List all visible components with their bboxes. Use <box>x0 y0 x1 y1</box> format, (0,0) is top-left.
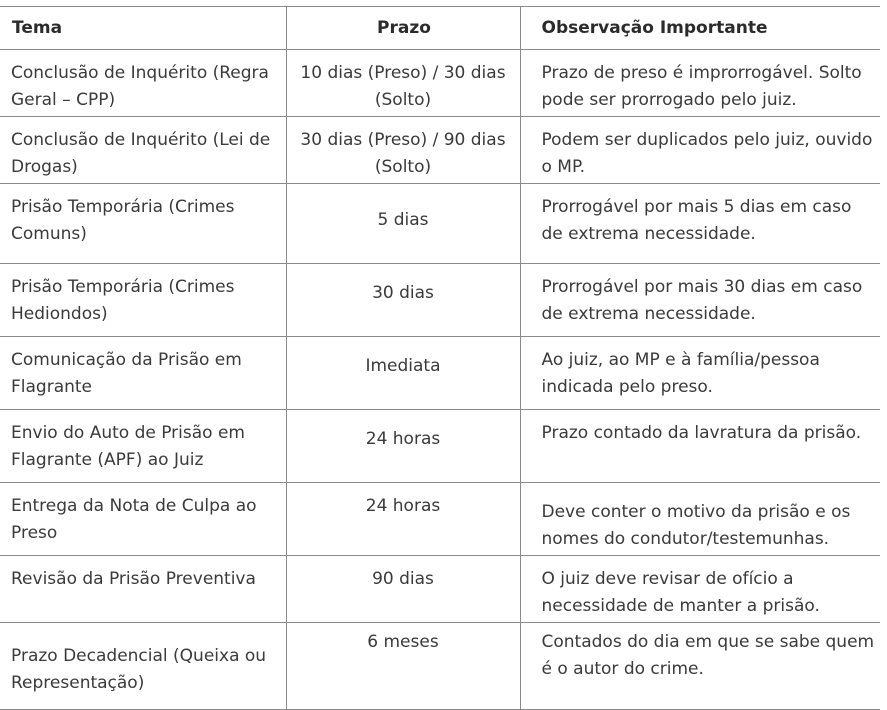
cell-observacao: Deve conter o motivo da prisão e os nomes do condutor/testemunhas. <box>520 483 880 556</box>
table-row <box>0 410 880 483</box>
cell-prazo: 30 dias <box>286 264 520 337</box>
cell-tema: Conclusão de Inquérito (Regra Geral – CPP) <box>0 50 286 117</box>
table-row <box>0 556 880 623</box>
cell-tema: Prazo Decadencial (Queixa ou Representação) <box>0 623 286 710</box>
table-header-row <box>0 7 880 50</box>
cell-prazo: 5 dias <box>286 184 520 264</box>
cell-tema: Conclusão de Inquérito (Lei de Drogas) <box>0 117 286 184</box>
header-tema: Tema <box>0 7 286 50</box>
table-row <box>0 337 880 410</box>
table-row <box>0 264 880 337</box>
cell-observacao: Prorrogável por mais 5 dias em caso de extrema necessidade. <box>520 184 880 264</box>
table-row <box>0 184 880 264</box>
cell-tema: Revisão da Prisão Preventiva <box>0 556 286 623</box>
cell-tema: Prisão Temporária (Crimes Hediondos) <box>0 264 286 337</box>
cell-tema: Prisão Temporária (Crimes Comuns) <box>0 184 286 264</box>
cell-observacao: Contados do dia em que se sabe quem é o autor do crime. <box>520 623 880 710</box>
cell-observacao: Prorrogável por mais 30 dias em caso de extrema necessidade. <box>520 264 880 337</box>
cell-observacao: Prazo de preso é improrrogável. Solto pode ser prorrogado pelo juiz. <box>520 50 880 117</box>
table-row <box>0 483 880 556</box>
cell-prazo: 24 horas <box>286 483 520 556</box>
cell-tema: Envio do Auto de Prisão em Flagrante (APF) ao Juiz <box>0 410 286 483</box>
cell-prazo: 90 dias <box>286 556 520 623</box>
cell-prazo: 24 horas <box>286 410 520 483</box>
table-row <box>0 50 880 117</box>
cell-observacao: O juiz deve revisar de ofício a necessidade de manter a prisão. <box>520 556 880 623</box>
deadlines-table <box>0 6 880 710</box>
cell-prazo: 30 dias (Preso) / 90 dias (Solto) <box>286 117 520 184</box>
cell-tema: Comunicação da Prisão em Flagrante <box>0 337 286 410</box>
cell-tema: Entrega da Nota de Culpa ao Preso <box>0 483 286 556</box>
table-row <box>0 117 880 184</box>
cell-prazo: 6 meses <box>286 623 520 710</box>
cell-prazo: 10 dias (Preso) / 30 dias (Solto) <box>286 50 520 117</box>
cell-observacao: Ao juiz, ao MP e à família/pessoa indicada pelo preso. <box>520 337 880 410</box>
table-row <box>0 623 880 710</box>
cell-prazo: Imediata <box>286 337 520 410</box>
header-observacao: Observação Importante <box>520 7 880 50</box>
header-prazo: Prazo <box>286 7 520 50</box>
cell-observacao: Podem ser duplicados pelo juiz, ouvido o MP. <box>520 117 880 184</box>
cell-observacao: Prazo contado da lavratura da prisão. <box>520 410 880 483</box>
